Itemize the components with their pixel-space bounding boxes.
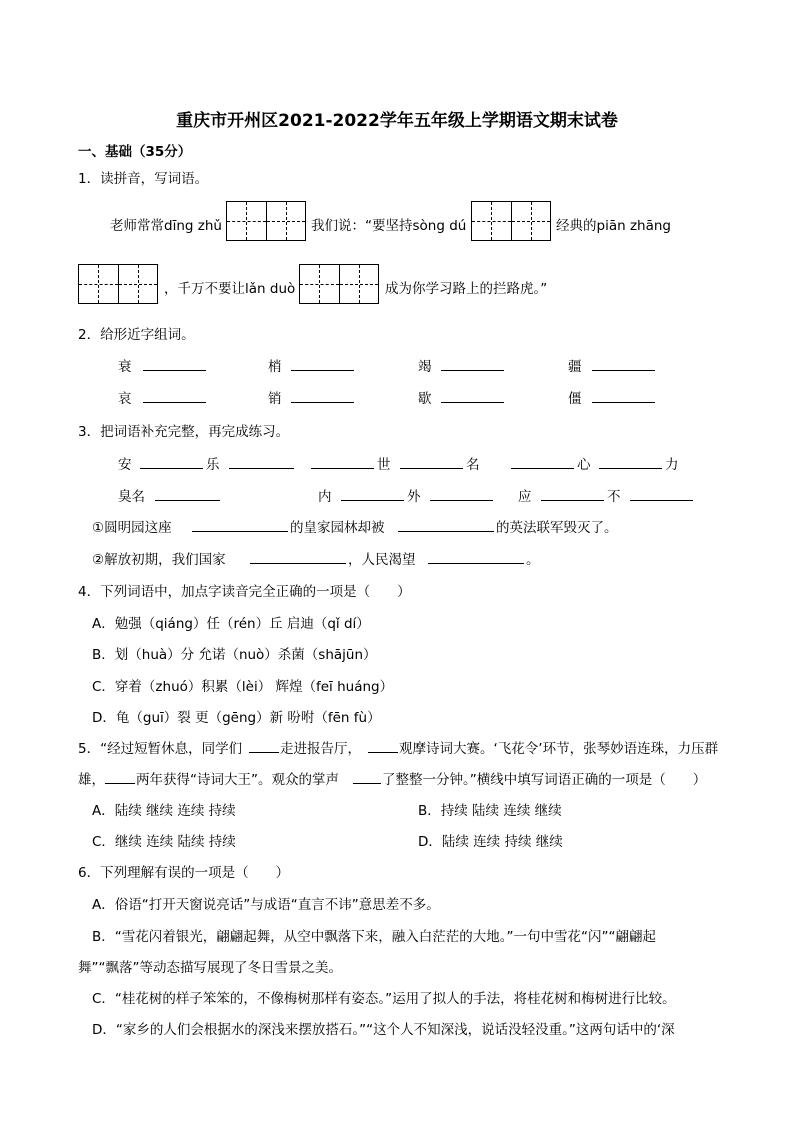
answer-blank[interactable]	[541, 486, 604, 501]
answer-blank[interactable]	[311, 454, 374, 469]
answer-blank[interactable]	[400, 454, 463, 469]
q6-option-d[interactable]: D．“家乡的人们会根据水的深浅来摆放搭石。”“这个人不知深浅，说话没轻没重。”这两句话中的‘深	[92, 1022, 675, 1038]
answer-blank[interactable]	[592, 388, 655, 403]
q5-text: 5．“经过短暂休息，同学们	[78, 741, 243, 757]
section-heading: 一、基础（35分）	[78, 144, 192, 160]
q2-char: 销	[268, 391, 282, 407]
question-3-stem: 3．把词语补充完整，再完成练习。	[78, 424, 290, 440]
answer-blank[interactable]	[250, 549, 346, 564]
answer-grid[interactable]	[471, 201, 551, 241]
answer-blank[interactable]	[398, 517, 494, 532]
q3-char: 外	[407, 489, 421, 505]
q2-char: 梢	[268, 359, 282, 375]
answer-blank[interactable]	[140, 454, 203, 469]
answer-blank[interactable]	[229, 454, 294, 469]
q4-option-d[interactable]: D．龟（guī）裂 更（gēng）新 吩咐（fēn fù）	[92, 710, 381, 726]
q3-char: 内	[318, 489, 332, 505]
q6-option-b[interactable]: B．“雪花闪着银光，翩翩起舞，从空中飘落下来，融入白茫茫的大地。”一句中雪花“闪”“翩翩起	[92, 929, 656, 945]
answer-blank[interactable]	[249, 738, 279, 753]
q3-char: 安	[118, 457, 132, 473]
q4-option-c[interactable]: C．穿着（zhuó）积累（lèi） 辉煌（feī huáng）	[92, 679, 394, 695]
answer-blank[interactable]	[192, 517, 288, 532]
question-4-stem: 4．下列词语中，加点字读音完全正确的一项是（ ）	[78, 584, 411, 600]
q3-char: 不	[607, 489, 621, 505]
q6-option-a[interactable]: A．俗语“打开天窗说亮话”与成语“直言不讳”意思差不多。	[92, 897, 440, 913]
q1-text: 成为你学习路上的拦路虎。”	[385, 281, 548, 297]
answer-blank[interactable]	[599, 454, 662, 469]
q5-text: 两年获得“诗词大王”。观众的掌声	[136, 772, 339, 788]
q3-char: 力	[665, 457, 679, 473]
q6-option-c[interactable]: C．“桂花树的样子笨笨的，不像梅树那样有姿态。”运用了拟人的手法，将桂花树和梅树进行比较。	[92, 991, 676, 1007]
q5-text: 雄，	[78, 772, 105, 788]
answer-blank[interactable]	[511, 454, 574, 469]
answer-blank[interactable]	[353, 769, 381, 784]
q5-option-a[interactable]: A．陆续 继续 连续 持续	[92, 803, 236, 819]
q1-text: 我们说：“要坚持sòng dú	[311, 218, 467, 234]
q3-sentence: 。	[526, 552, 540, 568]
answer-blank[interactable]	[105, 769, 135, 784]
answer-blank[interactable]	[143, 356, 206, 371]
answer-blank[interactable]	[291, 356, 354, 371]
q5-option-c[interactable]: C．继续 连续 陆续 持续	[92, 834, 236, 850]
q3-char: 臭名	[118, 489, 145, 505]
answer-grid[interactable]	[299, 264, 379, 304]
answer-blank[interactable]	[155, 486, 220, 501]
q4-option-b[interactable]: B．划（huà）分 允诺（nuò）杀菌（shājūn）	[92, 647, 377, 663]
answer-blank[interactable]	[291, 388, 354, 403]
q2-char: 歇	[418, 391, 432, 407]
q3-char: 乐	[206, 457, 220, 473]
answer-blank[interactable]	[341, 486, 404, 501]
q6-option-b-cont: 舞”“飘落”等动态描写展现了冬日雪景之美。	[78, 960, 342, 976]
q5-text: 走进报告厅，	[280, 741, 361, 757]
q2-char: 疆	[568, 359, 582, 375]
question-6-stem: 6．下列理解有误的一项是（ ）	[78, 865, 290, 881]
q3-sentence: ，人民渴望	[348, 552, 416, 568]
q5-text: 观摩诗词大赛。‘飞花令’环节，张琴妙语连珠，力压群	[399, 741, 719, 757]
q2-char: 僵	[568, 391, 582, 407]
q1-text: 老师常常dīng zhǔ	[110, 218, 222, 234]
q3-char: 世	[377, 457, 391, 473]
q2-char: 衰	[118, 359, 132, 375]
q3-char: 应	[518, 489, 532, 505]
q3-char: 名	[466, 457, 480, 473]
q1-text: ，千万不要让lǎn duò	[164, 281, 296, 297]
answer-grid[interactable]	[78, 264, 158, 304]
answer-blank[interactable]	[143, 388, 206, 403]
answer-blank[interactable]	[441, 356, 504, 371]
answer-blank[interactable]	[592, 356, 655, 371]
q5-option-d[interactable]: D．陆续 连续 持续 继续	[418, 834, 563, 850]
q3-char: 心	[577, 457, 591, 473]
answer-blank[interactable]	[430, 486, 493, 501]
question-2-stem: 2．给形近字组词。	[78, 327, 195, 343]
page-title: 重庆市开州区2021-2022学年五年级上学期语文期末试卷	[176, 111, 618, 131]
q3-sentence: 的英法联军毁灭了。	[496, 520, 618, 536]
q3-sentence: ②解放初期，我们国家	[92, 552, 226, 568]
answer-blank[interactable]	[368, 738, 398, 753]
q3-sentence: ①圆明园这座	[92, 520, 172, 536]
answer-blank[interactable]	[630, 486, 693, 501]
answer-blank[interactable]	[441, 388, 504, 403]
answer-grid[interactable]	[226, 201, 306, 241]
q5-text: 了整整一分钟。”横线中填写词语正确的一项是（ ）	[382, 772, 707, 788]
answer-blank[interactable]	[428, 549, 524, 564]
q2-char: 竭	[418, 359, 432, 375]
q2-char: 哀	[118, 391, 132, 407]
q1-text: 经典的piān zhāng	[556, 218, 671, 234]
q5-option-b[interactable]: B．持续 陆续 连续 继续	[418, 803, 562, 819]
q4-option-a[interactable]: A．勉强（qiáng）任（rén）丘 启迪（qǐ dí）	[92, 616, 370, 632]
question-1-stem: 1．读拼音，写词语。	[78, 171, 209, 187]
q3-sentence: 的皇家园林却被	[290, 520, 385, 536]
